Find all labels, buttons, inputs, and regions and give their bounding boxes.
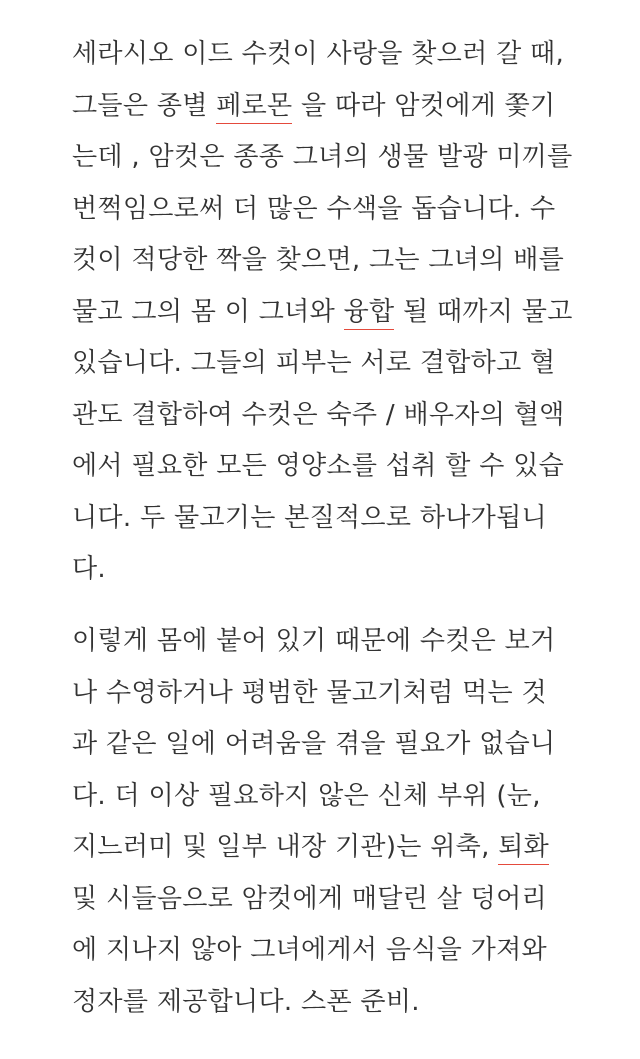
text-line (72, 677, 547, 709)
text-line (72, 141, 573, 173)
text-segment: 정자를 제공합니다. 스폰 준비. (72, 986, 420, 1017)
text-segment: 에서 필요한 모든 영양소를 섭취 할 수 있습 (72, 451, 565, 481)
text-line (72, 193, 555, 225)
text-line (72, 986, 420, 1018)
text-line (72, 90, 555, 122)
text-line (72, 450, 564, 482)
text-segment: 는데 , 암컷은 종종 그녀의 생물 발광 미끼를 (72, 142, 573, 172)
text-segment: 및 시들음으로 암컷에게 매달린 살 덩어리 (72, 883, 547, 914)
text-line (72, 244, 564, 276)
text-segment: 다. (72, 554, 106, 584)
text-line (72, 399, 565, 431)
pheromone-link[interactable]: 페로몬 (216, 91, 292, 124)
text-segment: 있습니다. 그들의 피부는 서로 결합하고 혈 (72, 348, 556, 378)
text-segment: 번쩍임으로써 더 많은 수색을 돕습니다. 수 (72, 193, 556, 224)
text-line (72, 780, 541, 812)
text-line (72, 625, 555, 657)
text-segment: 될 때까지 물고 (394, 296, 573, 327)
text-segment: 관도 결합하여 수컷은 숙주 / 배우자의 혈액 (72, 399, 565, 430)
text-segment: 세라시오 이드 수컷이 사랑을 찾으러 갈 때, (72, 39, 565, 69)
text-line (72, 296, 573, 328)
text-segment: 그들은 종별 (72, 90, 217, 121)
text-segment: 과 같은 일에 어려움을 겪을 필요가 없습니 (72, 729, 556, 759)
text-segment: 지느러미 및 일부 내장 기관)는 위축, (72, 832, 499, 862)
text-line (72, 38, 564, 70)
text-line (72, 934, 547, 966)
text-segment: 컷이 적당한 짝을 찾으면, 그는 그녀의 배를 (72, 245, 565, 275)
text-line (72, 347, 555, 379)
text-line (72, 883, 547, 915)
text-line (72, 502, 547, 534)
text-segment: 이렇게 몸에 붙어 있기 때문에 수컷은 보거 (72, 626, 556, 656)
text-segment: 물고 그의 몸 이 그녀와 (72, 296, 344, 327)
text-segment: 니다. 두 물고기는 본질적으로 하나가됩니 (72, 502, 547, 533)
text-line (72, 728, 555, 760)
text-segment: 에 지나지 않아 그녀에게서 음식을 가져와 (72, 935, 547, 965)
text-segment: 나 수영하거나 평범한 물고기처럼 먹는 것 (72, 677, 547, 708)
fusion-link[interactable]: 융합 (344, 297, 395, 330)
text-line (72, 831, 549, 863)
text-segment: 을 따라 암컷에게 쫓기 (292, 90, 556, 121)
degeneration-link[interactable]: 퇴화 (498, 832, 549, 865)
text-line (72, 553, 106, 585)
text-segment: 다. 더 이상 필요하지 않은 신체 부위 (눈, (72, 780, 541, 811)
